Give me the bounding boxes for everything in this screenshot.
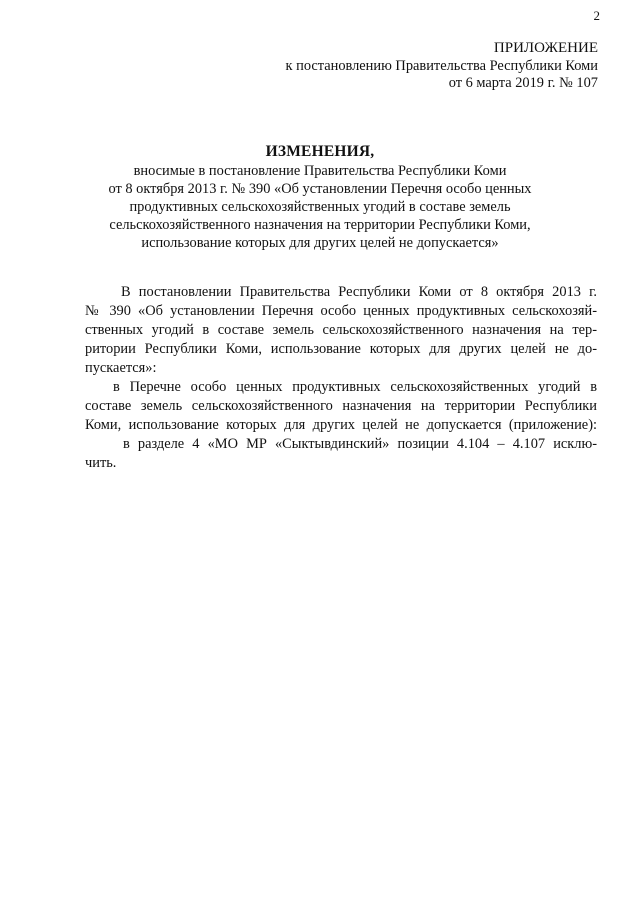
document-title: ИЗМЕНЕНИЯ,: [265, 143, 375, 160]
body-line: ритории Республики Коми, использование которых для других целей не до-: [85, 341, 597, 357]
subtitle-line: использование которых для других целей не допускается»: [141, 235, 499, 251]
document-title-block: [0, 143, 640, 252]
appendix-date-number: от 6 марта 2019 г. № 107: [448, 75, 598, 91]
body-line: чить.: [85, 455, 117, 471]
body-line: Коми, использование которых для других целей не допускается (приложение):: [85, 417, 597, 433]
body-line: в Перечне особо ценных продуктивных сельскохозяйственных угодий в: [113, 379, 597, 395]
body-line: пускается»:: [85, 360, 157, 376]
subtitle-line: продуктивных сельскохозяйственных угодий в составе земель: [129, 199, 511, 215]
page-number: 2: [593, 8, 600, 23]
subtitle-line: от 8 октября 2013 г. № 390 «Об установлении Перечня особо ценных: [108, 181, 532, 197]
appendix-resolution: к постановлению Правительства Республики Коми: [285, 57, 598, 74]
body-line: В постановлении Правительства Республики Коми от 8 октября 2013 г.: [121, 284, 597, 300]
body-line: № 390 «Об установлении Перечня особо ценных продуктивных сельскохозяй-: [85, 303, 597, 319]
body-line: составе земель сельскохозяйственного назначения на территории Республики: [85, 398, 597, 414]
subtitle-line: вносимые в постановление Правительства Республики Коми: [133, 163, 507, 179]
appendix-label: ПРИЛОЖЕНИЕ: [493, 40, 598, 56]
subtitle-line: сельскохозяйственного назначения на территории Республики Коми,: [109, 217, 531, 233]
document-subtitle: [0, 162, 640, 252]
body-line: ственных угодий в составе земель сельскохозяйственного назначения на тер-: [85, 322, 597, 338]
document-body: [85, 283, 597, 473]
appendix-header: [286, 40, 598, 93]
body-line: в разделе 4 «МО МР «Сыктывдинский» позиции 4.104 – 4.107 исклю-: [123, 436, 597, 452]
